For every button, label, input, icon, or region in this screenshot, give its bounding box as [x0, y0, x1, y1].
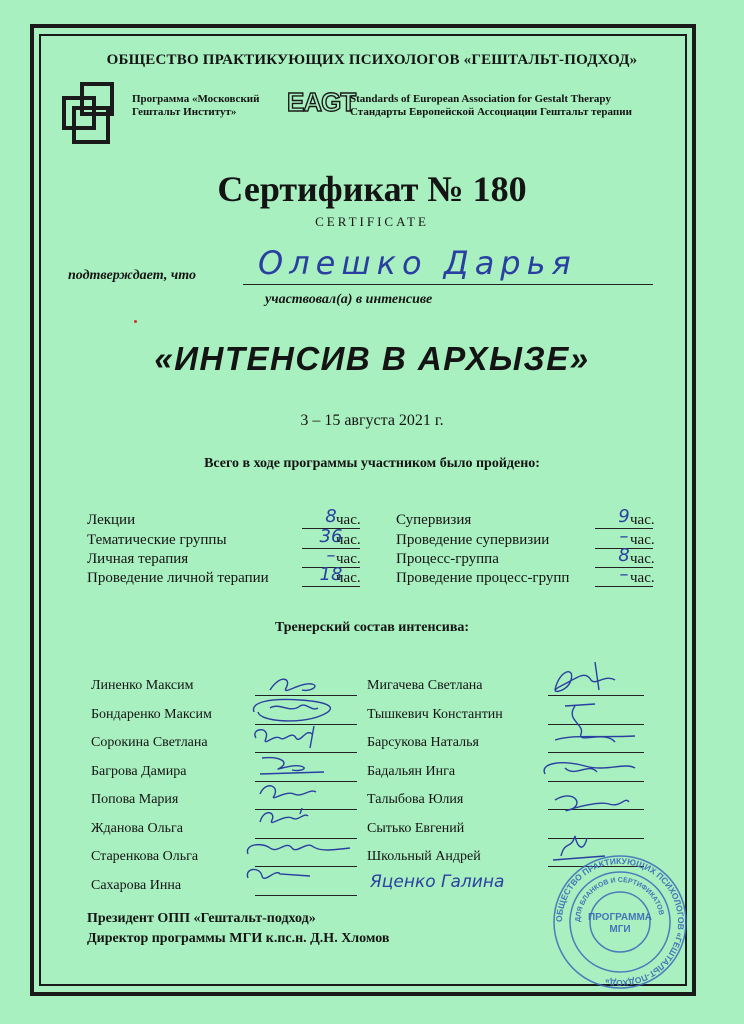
participated-label: участвовал(а) в интенсиве: [265, 292, 433, 307]
signature: [544, 763, 635, 774]
stamp-inner-text: ДЛЯ БЛАНКОВ И СЕРТИФИКАТОВ: [574, 876, 665, 923]
hours-unit: час.: [336, 532, 361, 548]
hours-label: Личная терапия: [87, 551, 189, 567]
event-name: «ИНТЕНСИВ В АРХЫЗЕ»: [154, 340, 590, 377]
hours-value: 8: [595, 545, 653, 568]
signature: [255, 726, 314, 748]
signature: [555, 796, 629, 811]
hours-value: –: [595, 526, 653, 549]
stamp-ring-text: ОБЩЕСТВО ПРАКТИКУЮЩИХ ПСИХОЛОГОВ «ГЕШТАЛЬТ-ПОДХОД»: [553, 855, 687, 989]
trainer-name: Багрова Дамира: [91, 763, 187, 779]
recipient-name: Олешко Дарья: [258, 244, 577, 282]
eagt-standards: [350, 93, 632, 119]
organization-name: ОБЩЕСТВО ПРАКТИКУЮЩИХ ПСИХОЛОГОВ «ГЕШТАЛЬТ-ПОДХОД»: [106, 52, 638, 68]
trainer-name: Бондаренко Максим: [91, 706, 212, 722]
signature: [260, 808, 308, 823]
trainer-name: Сытько Евгений: [367, 820, 465, 836]
stamp-center-line2: МГИ: [609, 924, 631, 935]
hours-unit: час.: [630, 532, 655, 548]
trainers-title: Тренерский состав интенсива:: [274, 620, 470, 635]
hours-label: Проведение супервизии: [396, 532, 550, 548]
signature: [253, 700, 330, 721]
hours-unit: час.: [336, 512, 361, 528]
hours-value: 8: [302, 506, 360, 529]
trainer-name: Мигачева Светлана: [367, 678, 483, 693]
hours-unit: час.: [336, 551, 361, 567]
program-line1: Программа «Московский: [132, 93, 260, 105]
hours-value: 18: [302, 564, 360, 587]
signature: [555, 736, 635, 740]
signature: [247, 845, 350, 854]
eagt-line1: Standards of European Association for Gestalt Therapy: [350, 93, 611, 105]
trainer-name: Барсукова Наталья: [367, 735, 479, 750]
program-name: [132, 93, 259, 119]
certificate-title: Сертификат № 180: [217, 169, 527, 209]
trainer-signatures-right: [525, 650, 665, 880]
eagt-logo-icon: [285, 86, 356, 117]
trainer-name: Тышкевич Константин: [367, 706, 503, 722]
trainer-name: Талыбова Юлия: [367, 792, 464, 807]
signature: [555, 662, 615, 691]
signature: [247, 869, 310, 878]
trainer-name: Сахарова Инна: [91, 877, 182, 893]
certificate-subtitle: CERTIFICATE: [315, 214, 429, 229]
recipient-line: [243, 284, 653, 285]
hours-label: Супервизия: [396, 512, 472, 528]
trainer-name: Линенко Максим: [91, 678, 194, 693]
trainer-name: Бадальян Инга: [367, 763, 456, 779]
hours-label: Проведение личной терапии: [87, 570, 269, 586]
hours-label: Лекции: [87, 512, 136, 528]
trainer-name: Старенкова Ольга: [91, 849, 199, 864]
trainer-name: Школьный Андрей: [367, 849, 481, 864]
hours-value: 36: [302, 526, 360, 549]
confirms-label: подтверждает, что: [68, 268, 196, 283]
hours-unit: час.: [630, 551, 655, 567]
mgi-logo-icon: [60, 80, 130, 150]
event-dates: 3 – 15 августа 2021 г.: [300, 412, 444, 429]
signature: [260, 786, 316, 798]
hours-unit: час.: [336, 570, 361, 586]
signature: [260, 758, 324, 774]
eagt-logo-text: EAGT: [287, 87, 356, 117]
eagt-line2: Стандарты Европейской Ассоциации Гештальт терапии: [350, 106, 632, 118]
stamp-center-line1: ПРОГРАММА: [587, 912, 653, 923]
hours-unit: час.: [630, 512, 655, 528]
hours-unit: час.: [630, 570, 655, 586]
hours-label: Тематические группы: [87, 532, 227, 548]
director-line: Директор программы МГИ к.пс.н. Д.Н. Хломов: [87, 931, 390, 946]
hours-label: Процесс-группа: [396, 551, 499, 567]
extra-trainer-signature: Яценко Галина: [370, 872, 505, 892]
hours-label: Проведение процесс-групп: [396, 570, 570, 586]
ink-dot: [134, 320, 137, 323]
hours-value: –: [595, 564, 653, 587]
program-line2: Гештальт Институт»: [132, 106, 237, 118]
hours-value: –: [302, 545, 360, 568]
trainer-name: Попова Мария: [91, 792, 179, 807]
trainer-name: Жданова Ольга: [91, 820, 183, 836]
president-line: Президент ОПП «Гештальт-подход»: [87, 911, 316, 926]
signature: [270, 679, 315, 690]
trainer-name: Сорокина Светлана: [91, 735, 208, 750]
hours-summary: Всего в ходе программы участником было пройдено:: [204, 456, 540, 471]
stamp-seal: [550, 852, 690, 992]
trainer-signatures-left: [240, 668, 360, 898]
hours-value: 9: [595, 506, 653, 529]
